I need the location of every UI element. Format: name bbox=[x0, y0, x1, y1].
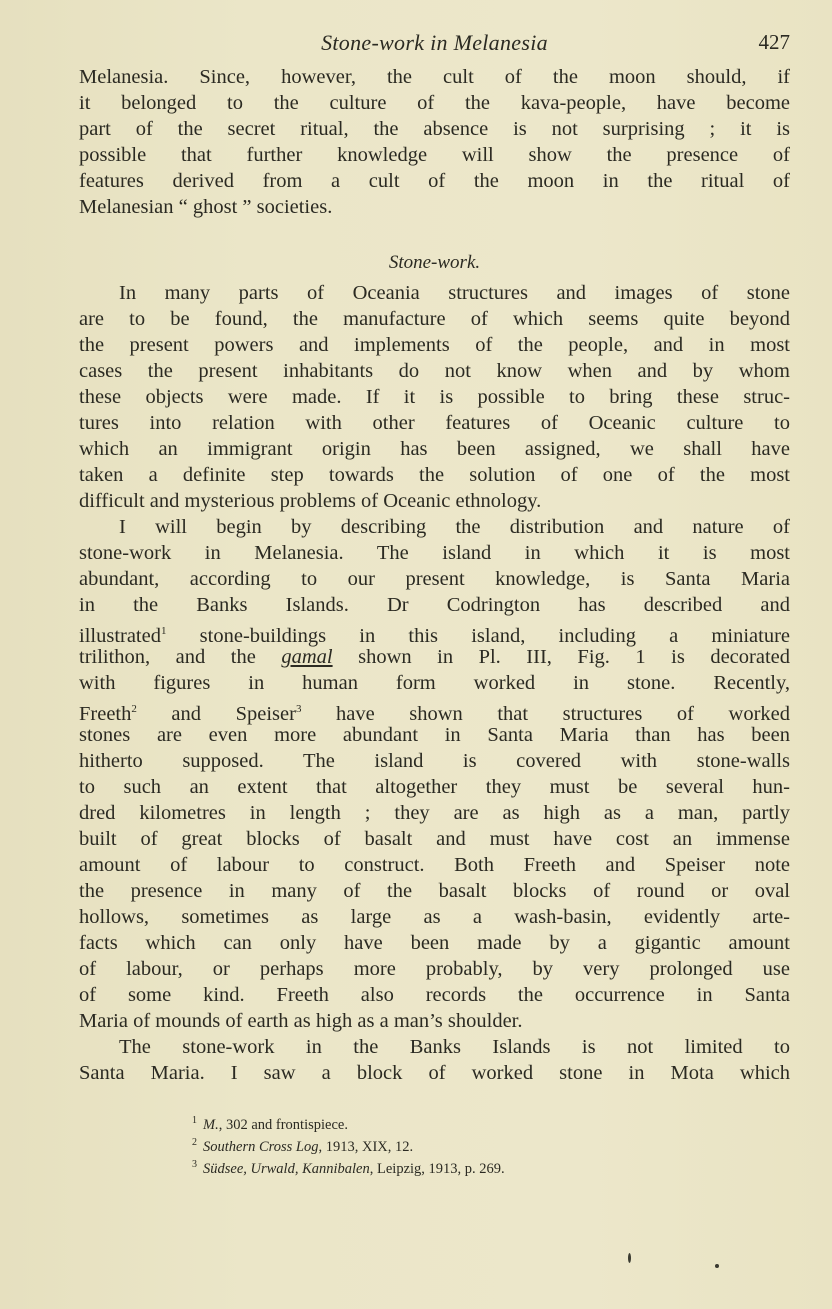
footnote-marker: 2 bbox=[192, 1136, 197, 1148]
text-line: Melanesia. Since, however, the cult of the moon should, if bbox=[79, 66, 790, 88]
text-line: possible that further knowledge will show the presence of bbox=[79, 144, 790, 166]
footnotes bbox=[192, 1112, 712, 1177]
text-line: hollows, sometimes as large as a wash-basin, evidently arte- bbox=[79, 906, 790, 928]
body-text bbox=[79, 64, 790, 1086]
text-segment: stone-buildings in this island, including a miniature bbox=[166, 624, 790, 647]
text-line: with figures in human form worked in stone. Recently, bbox=[79, 672, 790, 694]
text-line: stone-work in Melanesia. The island in which it is most bbox=[79, 542, 790, 564]
text-line: are to be found, the manufacture of which seems quite beyond bbox=[79, 308, 790, 330]
footnote-title: Südsee, Urwald, Kannibalen bbox=[203, 1160, 370, 1177]
text-line: Maria of mounds of earth as high as a man’s shoulder. bbox=[79, 1010, 523, 1032]
text-line: of labour, or perhaps more probably, by very prolonged use bbox=[79, 958, 790, 980]
footnote-title: M. bbox=[203, 1116, 219, 1133]
text-segment: shown in Pl. III, Fig. 1 is decorated bbox=[332, 646, 790, 668]
text-line: it belonged to the culture of the kava-people, have become bbox=[79, 92, 790, 114]
text-line: cases the present inhabitants do not know when and by whom bbox=[79, 360, 790, 382]
scan-speck bbox=[715, 1264, 719, 1268]
text-line: tures into relation with other features of Oceanic culture to bbox=[79, 412, 790, 434]
text-line: In many parts of Oceania structures and images of stone bbox=[119, 282, 790, 304]
paragraph bbox=[79, 1034, 790, 1086]
text-line: built of great blocks of basalt and must have cost an immense bbox=[79, 828, 790, 850]
text-line: the present powers and implements of the people, and in most bbox=[79, 334, 790, 356]
text-line: taken a definite step towards the solution of one of the most bbox=[79, 464, 790, 486]
footnote-ref: 1 bbox=[160, 625, 167, 637]
footnote-ref: 2 bbox=[131, 703, 137, 715]
text-line bbox=[79, 696, 790, 725]
footnote-text: , 302 and frontispiece. bbox=[218, 1116, 348, 1133]
text-line: I will begin by describing the distribution and nature of bbox=[119, 516, 790, 538]
text-line: dred kilometres in length ; they are as high as a man, partly bbox=[79, 802, 790, 824]
text-line: Melanesian “ ghost ” societies. bbox=[79, 196, 333, 218]
footnote bbox=[192, 1112, 712, 1134]
running-title: Stone-work in Melanesia bbox=[321, 30, 548, 55]
text-segment: and Speiser bbox=[136, 702, 296, 725]
text-line: to such an extent that altogether they must be several hun- bbox=[79, 776, 790, 798]
footnote-title: Southern Cross Log bbox=[203, 1138, 319, 1155]
footnote bbox=[192, 1156, 712, 1178]
text-line: the presence in many of the basalt blocks of round or oval bbox=[79, 880, 790, 902]
text-segment: illustrated bbox=[79, 624, 161, 647]
text-line: The stone-work in the Banks Islands is not limited to bbox=[119, 1036, 790, 1058]
footnote-marker: 1 bbox=[192, 1115, 197, 1126]
text-line: these objects were made. If it is possible to bring these struc- bbox=[79, 386, 790, 408]
footnote-marker: 3 bbox=[192, 1158, 197, 1170]
text-line: facts which can only have been made by a gigantic amount bbox=[79, 932, 790, 954]
running-head bbox=[79, 30, 790, 58]
scan-speck bbox=[628, 1253, 631, 1263]
text-segment: have shown that structures of worked bbox=[301, 702, 790, 725]
italic-term: gamal bbox=[281, 646, 333, 668]
text-line: abundant, according to our present knowledge, is Santa Maria bbox=[79, 568, 790, 590]
paragraph bbox=[79, 280, 790, 514]
text-segment: Freeth bbox=[79, 702, 132, 725]
text-segment: trilithon, and the bbox=[79, 646, 282, 668]
footnote bbox=[192, 1134, 712, 1156]
text-line bbox=[79, 618, 790, 647]
text-line: in the Banks Islands. Dr Codrington has described and bbox=[79, 594, 790, 616]
footnote-text: , Leipzig, 1913, p. 269. bbox=[369, 1160, 505, 1177]
text-line: Santa Maria. I saw a block of worked stone in Mota which bbox=[79, 1062, 790, 1084]
text-line: stones are even more abundant in Santa Maria than has been bbox=[79, 724, 790, 746]
footnote-ref: 3 bbox=[295, 703, 302, 715]
paragraph bbox=[79, 514, 790, 1034]
text-line: difficult and mysterious problems of Oceanic ethnology. bbox=[79, 490, 542, 512]
text-line: amount of labour to construct. Both Freeth and Speiser note bbox=[79, 854, 790, 876]
page-number: 427 bbox=[758, 30, 790, 54]
text-line: of some kind. Freeth also records the occurrence in Santa bbox=[79, 984, 790, 1006]
footnote-text: , 1913, XIX, 12. bbox=[318, 1138, 414, 1155]
text-line: part of the secret ritual, the absence is not surprising ; it is bbox=[79, 118, 790, 140]
section-heading: Stone-work. bbox=[388, 252, 481, 273]
text-line bbox=[79, 644, 790, 670]
paragraph bbox=[79, 64, 790, 220]
text-line: hitherto supposed. The island is covered with stone-walls bbox=[79, 750, 790, 772]
text-line: features derived from a cult of the moon in the ritual of bbox=[79, 170, 790, 192]
text-line: which an immigrant origin has been assigned, we shall have bbox=[79, 438, 790, 460]
